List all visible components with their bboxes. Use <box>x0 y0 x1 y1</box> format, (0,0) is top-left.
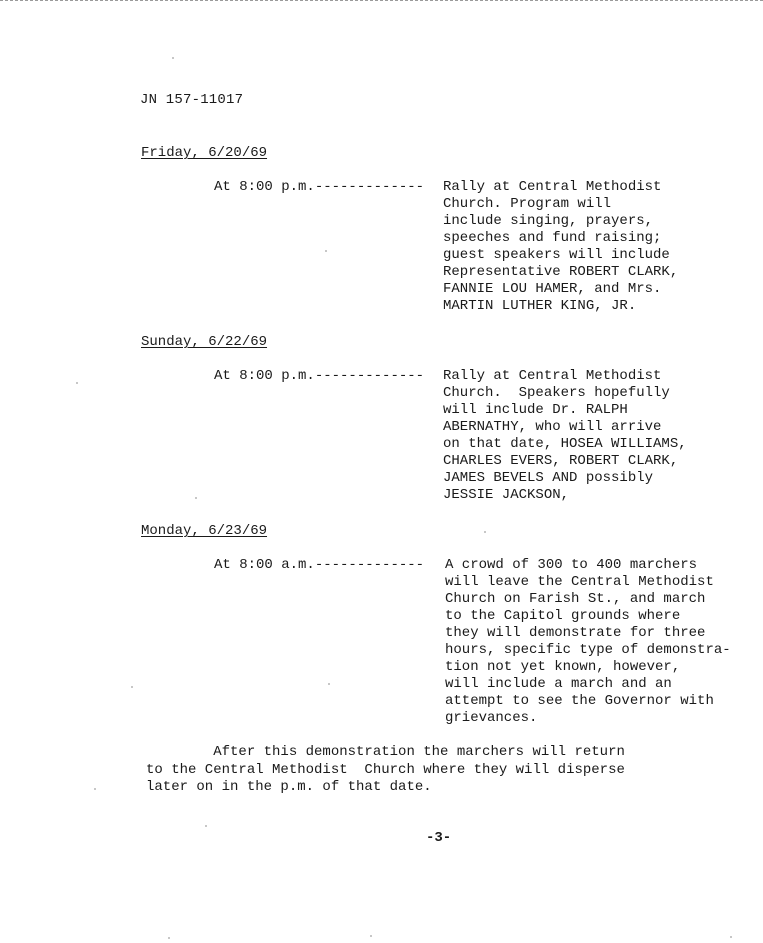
description-line: grievances. <box>445 710 538 726</box>
scan-speck <box>168 937 170 939</box>
description-line: JAMES BEVELS AND possibly <box>443 470 654 486</box>
date-heading-sunday: Sunday, 6/22/69 <box>141 334 268 350</box>
closing-paragraph <box>146 744 625 797</box>
dash-leader: ------------- <box>314 368 425 384</box>
scan-speck <box>328 683 330 685</box>
paragraph-line: later on in the p.m. of that date. <box>146 779 432 795</box>
description-line: they will demonstrate for three <box>445 625 706 641</box>
scan-speck <box>484 531 486 533</box>
scan-speck <box>370 935 372 937</box>
event-description-monday <box>445 557 731 727</box>
description-line: Church. Program will <box>443 196 612 212</box>
description-line: will include Dr. RALPH <box>443 402 628 418</box>
description-line: ABERNATHY, who will arrive <box>443 419 662 435</box>
dash-leader: ------------- <box>314 179 425 195</box>
page-top-border <box>0 0 763 1</box>
scan-speck <box>195 497 197 499</box>
scan-speck <box>172 57 174 59</box>
scan-speck <box>131 686 133 688</box>
event-time: At 8:00 a.m. <box>214 557 315 573</box>
event-description-sunday <box>443 368 687 504</box>
description-line: speeches and fund raising; <box>443 230 662 246</box>
description-line: to the Capitol grounds where <box>445 608 681 624</box>
date-heading-friday: Friday, 6/20/69 <box>141 145 268 161</box>
event-description-friday <box>443 179 678 315</box>
description-line: on that date, HOSEA WILLIAMS, <box>443 436 687 452</box>
scan-speck <box>205 825 207 827</box>
scan-speck <box>730 936 732 938</box>
description-line: CHARLES EVERS, ROBERT CLARK, <box>443 453 679 469</box>
description-line: will include a march and an <box>445 676 672 692</box>
description-line: guest speakers will include <box>443 247 670 263</box>
description-line: tion not yet known, however, <box>445 659 681 675</box>
page-number: -3- <box>426 830 452 846</box>
description-line: A crowd of 300 to 400 marchers <box>445 557 698 573</box>
description-line: Rally at Central Methodist <box>443 179 662 195</box>
dash-leader: ------------- <box>314 557 425 573</box>
description-line: MARTIN LUTHER KING, JR. <box>443 298 637 314</box>
scan-speck <box>325 250 327 252</box>
description-line: hours, specific type of demonstra- <box>445 642 731 658</box>
description-line: Church. Speakers hopefully <box>443 385 670 401</box>
description-line: Rally at Central Methodist <box>443 368 662 384</box>
description-line: JESSIE JACKSON, <box>443 487 570 503</box>
event-time: At 8:00 p.m. <box>214 179 315 195</box>
scan-speck <box>76 382 78 384</box>
description-line: attempt to see the Governor with <box>445 693 714 709</box>
description-line: Representative ROBERT CLARK, <box>443 264 679 280</box>
paragraph-line: to the Central Methodist Church where they will disperse <box>146 761 625 778</box>
scan-speck <box>94 788 96 790</box>
description-line: include singing, prayers, <box>443 213 654 229</box>
date-heading-monday: Monday, 6/23/69 <box>141 523 268 539</box>
time-leader-friday <box>214 179 424 195</box>
description-line: will leave the Central Methodist <box>445 574 714 590</box>
description-line: FANNIE LOU HAMER, and Mrs. <box>443 281 662 297</box>
time-leader-sunday <box>214 368 424 384</box>
description-line: Church on Farish St., and march <box>445 591 706 607</box>
event-time: At 8:00 p.m. <box>214 368 315 384</box>
time-leader-monday <box>214 557 424 573</box>
file-number: JN 157-11017 <box>140 92 244 108</box>
paragraph-line: After this demonstration the marchers will return <box>146 744 625 760</box>
